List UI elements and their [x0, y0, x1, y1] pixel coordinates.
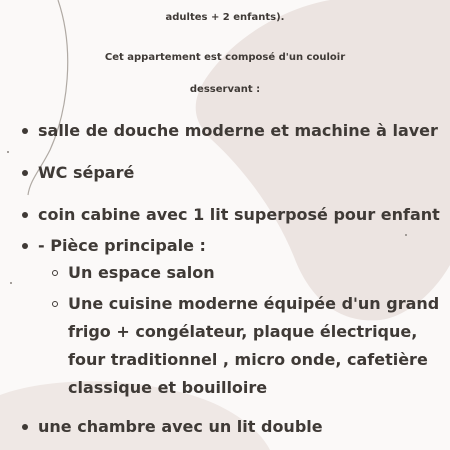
- bullet-icon: [22, 424, 28, 430]
- intro-line-3: desservant :: [189, 84, 261, 95]
- intro-line-1: adultes + 2 enfants).: [165, 12, 285, 23]
- bullet-icon: [22, 212, 28, 218]
- bullet-icon: [22, 243, 28, 249]
- list-item-main-room: - Pièce principale :: [38, 236, 206, 255]
- list-item-shower: salle de douche moderne et machine à laver: [38, 121, 438, 140]
- list-item-cabin: coin cabine avec 1 lit superposé pour enfant: [38, 205, 440, 224]
- sub-item-kitchen-line-3: four traditionnel , micro onde, cafetière: [68, 350, 428, 369]
- bullet-icon: [22, 170, 28, 176]
- sub-item-kitchen-line-4: classique et bouilloire: [68, 378, 268, 397]
- list-item-wc: WC séparé: [38, 163, 135, 182]
- intro-line-2: Cet appartement est composé d'un couloir: [104, 52, 346, 63]
- list-item-bedroom: une chambre avec un lit double: [38, 417, 323, 436]
- sub-bullet-icon: [52, 270, 58, 276]
- sub-bullet-icon: [52, 301, 58, 307]
- sub-item-living: Un espace salon: [68, 263, 215, 282]
- sub-item-kitchen-line-2: frigo + congélateur, plaque électrique,: [68, 322, 418, 341]
- bullet-icon: [22, 128, 28, 134]
- sub-item-kitchen-line-1: Une cuisine moderne équipée d'un grand: [68, 294, 440, 313]
